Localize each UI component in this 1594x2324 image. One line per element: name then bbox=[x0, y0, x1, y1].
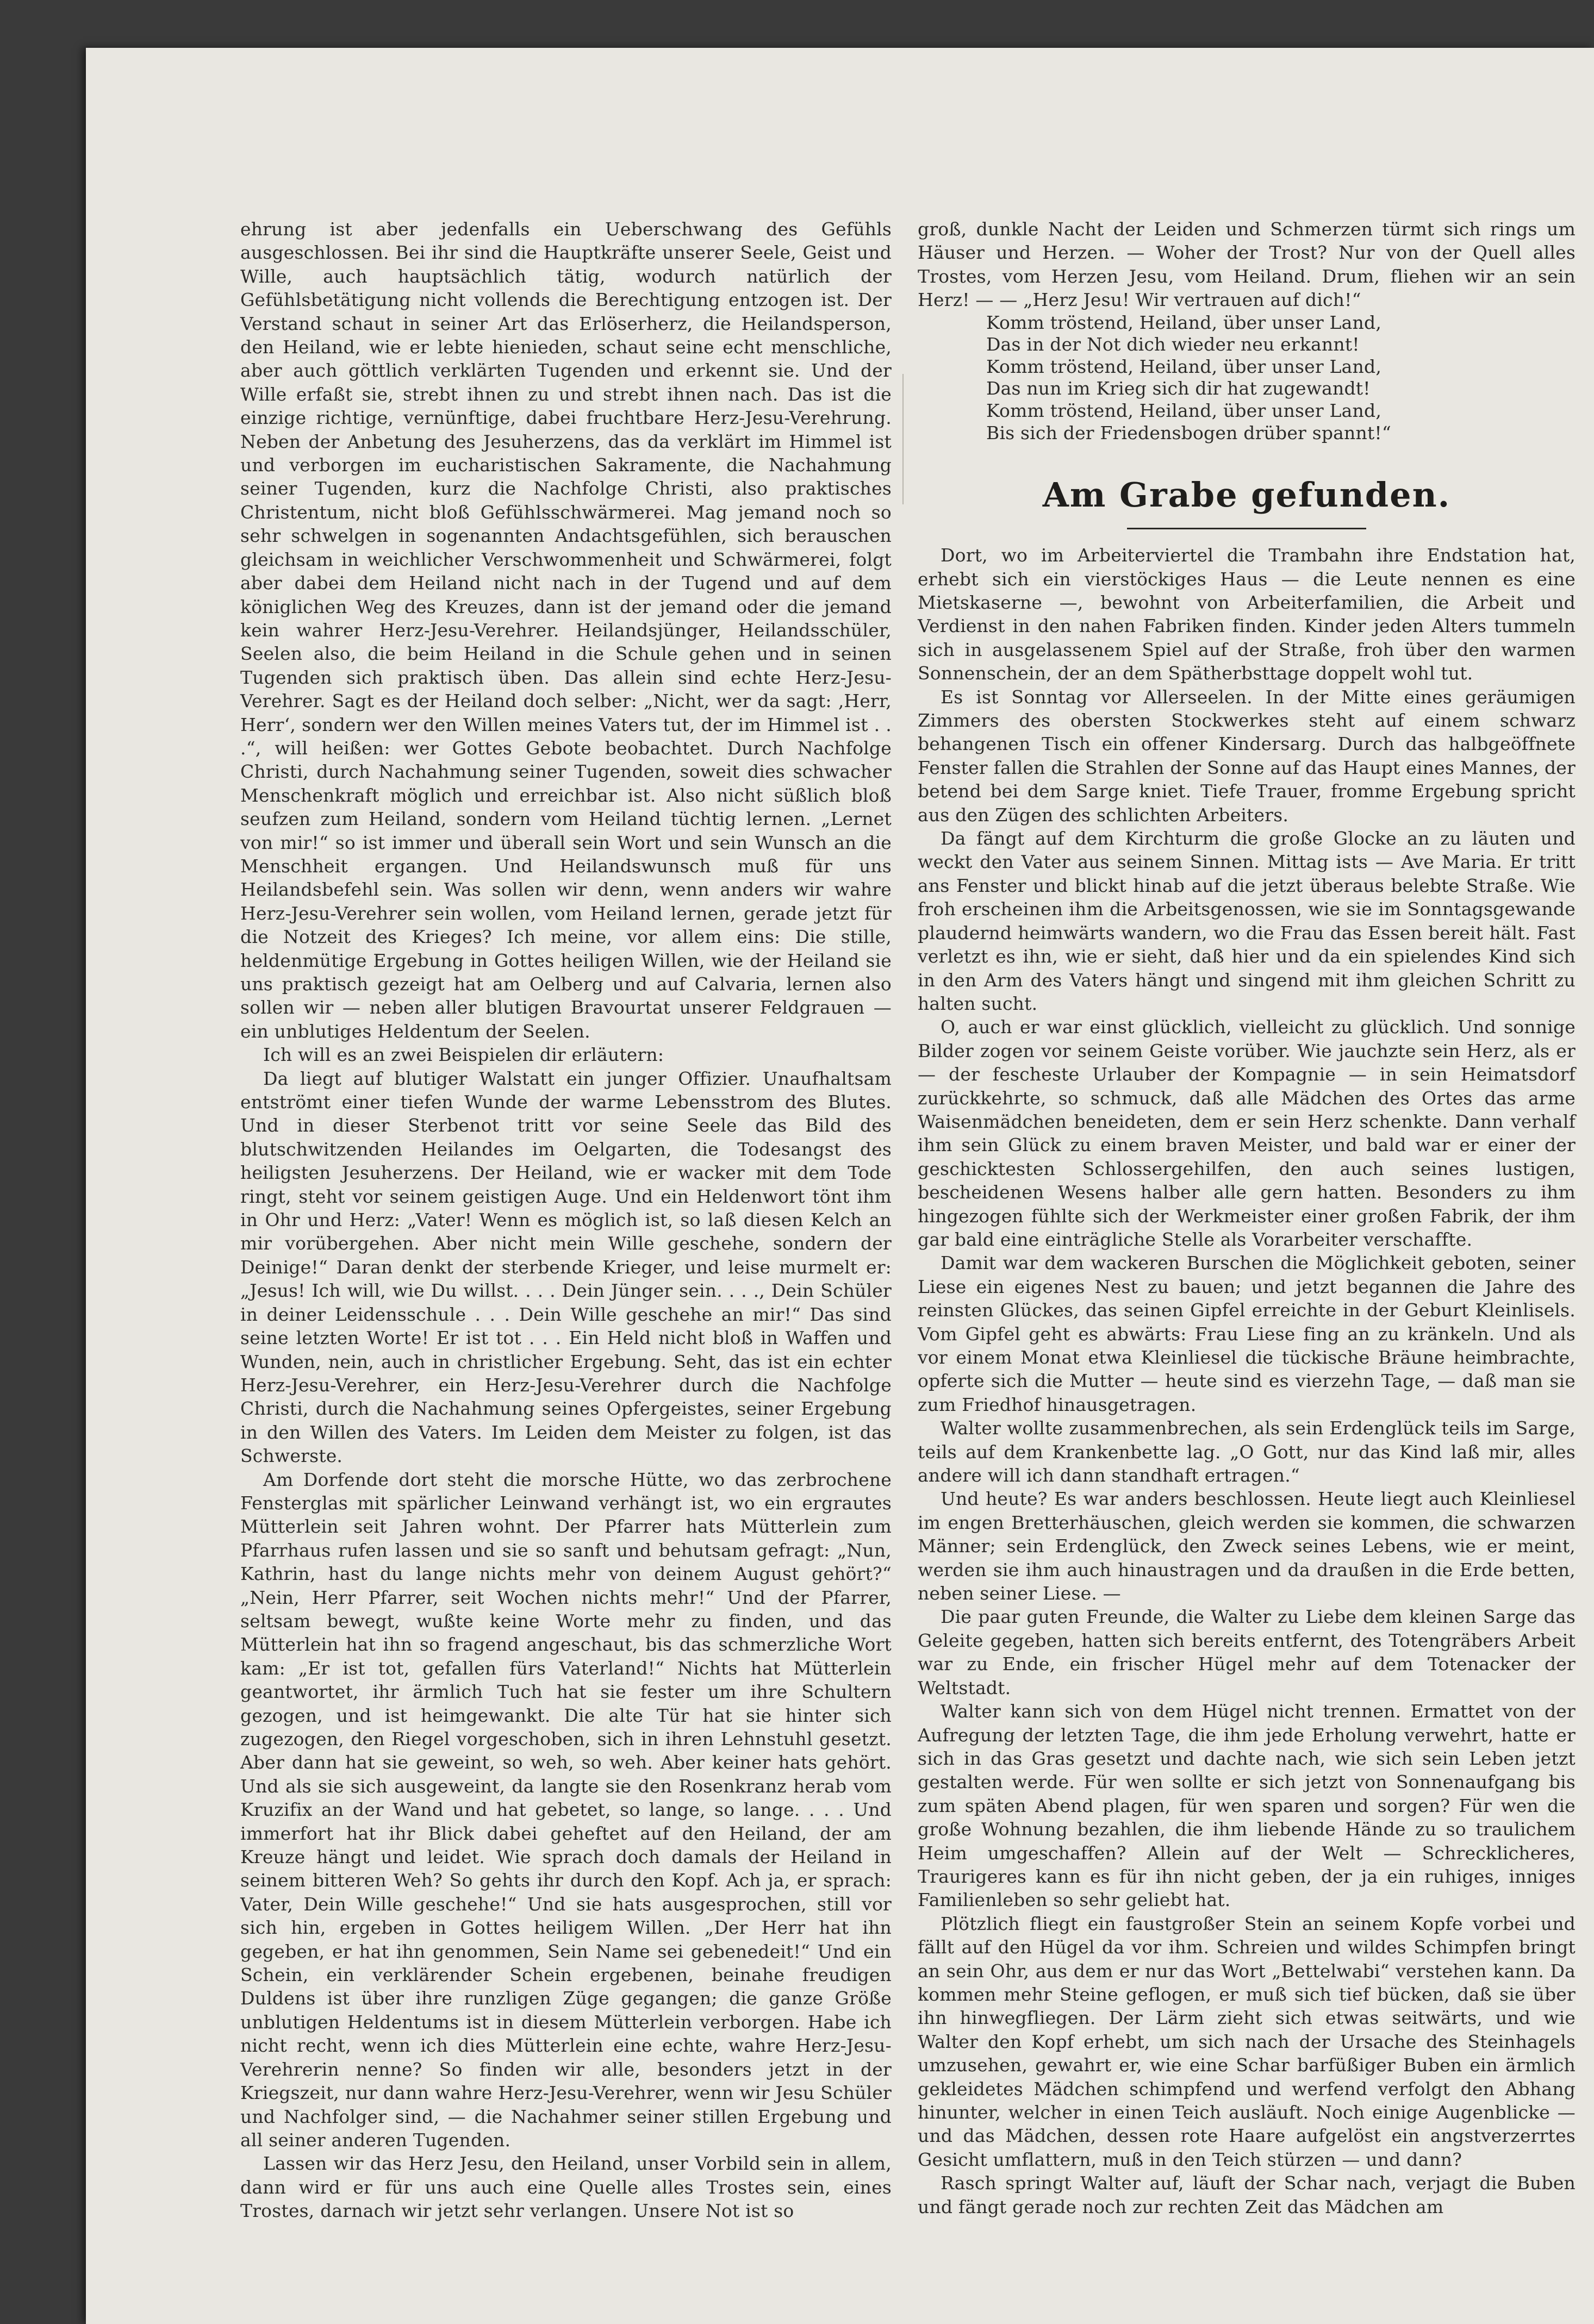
story-paragraph: Die paar guten Freunde, die Walter zu Liebe dem kleinen Sarge das Geleite gegeben, hatten sich bereits entfernt, des Totengräbers Arbeit war zu Ende, ein frischer Hügel mehr auf dem Totenacker der Weltstadt. bbox=[918, 1606, 1576, 1698]
poem-line: Komm tröstend, Heiland, über unser Land, bbox=[986, 355, 1382, 377]
poem-line: Bis sich der Friedensbogen drüber spannt!“ bbox=[986, 422, 1391, 443]
story-paragraph: Walter kann sich von dem Hügel nicht trennen. Ermattet von der Aufregung der letzten Tage, die ihm jede Erholung verwehrt, hatte er sich in das Gras gesetzt und dachte nach, wie sich sein Leben jetzt gestalten werde. Für wen sollte er sich jetzt von Sonnenaufgang bis zum späten Abend plagen, für wen sparen und sorgen? Für wen die große Wohnung bezahlen, die ihm liebende Hände zu so traulichem Heim umgeschaffen? Allein auf der Welt — Schrecklicheres, Traurigeres kann es für ihn nicht geben, der ja ein ruhiges, inniges Familienleben so sehr geliebt hat. bbox=[918, 1701, 1576, 1911]
article-paragraph: Lassen wir das Herz Jesu, den Heiland, unser Vorbild sein in allem, dann wird er für uns auch eine Quelle alles Trostes sein, eines Trostes, darnach wir jetzt sehr verlangen. Unsere Not ist so bbox=[240, 2153, 892, 2222]
story-paragraph: Plötzlich fliegt ein faustgroßer Stein an seinem Kopfe vorbei und fällt auf den Hügel da vor ihm. Schreien und wildes Schimpfen bringt an sein Ohr, aus dem er nur das Wort „Bettelwabi“ verstehen kann. Da kommen mehr Steine geflogen, er muß sich tief bücken, daß sie über ihn hinwegfliegen. Der Lärm zieht sich etwas seitwärts, und wie Walter den Kopf erhebt, um sich nach der Ursache des Steinhagels umzusehen, gewahrt er, wie eine Schar barfüßiger Buben ein ärmlich gekleidetes Mädchen schimpfend und werfend verfolgt den Abhang hinunter, welcher in einen Teich ausläuft. Noch einige Augenblicke — und das Mädchen, dessen rote Haare aufgelöst ein angstverzerrtes Gesicht umflattern, muß in den Teich stürzen — und dann? bbox=[918, 1913, 1576, 2170]
article-paragraph: Am Dorfende dort steht die morsche Hütte, wo das zerbrochene Fensterglas mit spärlicher Leinwand verhängt ist, wo ein ergrautes Mütterlein seit Jahren wohnt. Der Pfarrer hats Mütterlein zum Pfarrhaus rufen lassen und sie so sanft und behutsam gefragt: „Nun, Kathrin, hast du lange nichts mehr von deinem August gehört?“ „Nein, Herr Pfarrer, seit Wochen nichts mehr!“ Und der Pfarrer, seltsam bewegt, wußte keine Worte mehr zu finden, und das Mütterlein hat ihn so fragend angeschaut, bis das schmerzliche Wort kam: „Er ist tot, gefallen fürs Vaterland!“ Nichts hat Mütterlein geantwortet, ihr ärmlich Tuch hat sie fester um ihre Schultern gezogen, und ist heimgewankt. Die alte Tür hat sie hinter sich zugezogen, den Riegel vorgeschoben, sich in ihren Lehnstuhl gesetzt. Aber dann hat sie geweint, so weh, so weh. Aber keiner hats gehört. Und als sie sich ausgeweint, da langte sie den Rosenkranz herab vom Kruzifix an der Wand und hat gebetet, so lange, so lange. . . . Und immerfort hat ihr Blick dabei geheftet auf den Heiland, der am Kreuze hängt und leidet. Wie sprach doch damals der Heiland in seinem bitteren Weh? So gehts ihr durch den Kopf. Ach ja, er sprach: Vater, Dein Wille geschehe!“ Und sie hats ausgesprochen, still vor sich hin, ergeben in Gottes heiligem Willen. „Der Herr hat ihn gegeben, er hat ihn genommen, Sein Name sei gebenedeit!“ Und ein Schein, ein verklärender Schein ergebenen, beinahe freudigen Duldens ist über ihre runzligen Züge gegangen; die ganze Größe unblutigen Heldentums ist in diesem Mütterlein verborgen. Habe ich nicht recht, wenn ich dies Mütterlein eine echte, wahre Herz-Jesu-Verehrerin nenne? So finden wir alle, besonders jetzt in der Kriegszeit, nur dann wahre Herz-Jesu-Verehrer, wenn wir Jesu Schüler und Nachfolger sind, — die Nachahmer seiner stillen Ergebung und all seiner anderen Tugenden. bbox=[240, 1469, 892, 2151]
article-paragraph: ehrung ist aber jedenfalls ein Ueberschwang des Gefühls ausgeschlossen. Bei ihr sind die Hauptkräfte unserer Seele, Geist und Wille, auch hauptsächlich tätig, wodurch natürlich der Gefühlsbetätigung nicht vollends die Berechtigung entzogen ist. Der Verstand schaut in seiner Art das Erlöserherz, die Heilandsperson, den Heiland, wie er lebte hienieden, schaut seine echt menschliche, aber auch göttlich verklärten Tugenden und erkennt sie. Und der Wille erfaßt sie, strebt ihnen zu und strebt ihnen nach. Das ist die einzige richtige, vernünftige, dabei fruchtbare Herz-Jesu-Verehrung. Neben der Anbetung des Jesuherzens, das da verklärt im Himmel ist und verborgen im eucharistischen Sakramente, die Nachahmung seiner Tugenden, kurz die Nachfolge Christi, also praktisches Christentum, nicht bloß Gefühlsschwärmerei. Mag jemand noch so sehr schwelgen in sogenannten Andachtsgefühlen, sich berauschen gleichsam in weichlicher Verschwommenheit und Schwärmerei, folgt aber dabei dem Heiland nicht nach in der Tugend und auf dem königlichen Weg des Kreuzes, dann ist der jemand oder die jemand kein wahrer Herz-Jesu-Verehrer. Heilandsjünger, Heilandsschüler, Seelen also, die beim Heiland in die Schule gehen und in seinen Tugenden sich praktisch üben. Das allein sind echte Herz-Jesu-Verehrer. Sagt es der Heiland doch selber: „Nicht, wer da sagt: ‚Herr, Herr‘, sondern wer den Willen meines Vaters tut, der im Himmel ist . . .“, will heißen: wer Gottes Gebote beobachtet. Durch Nachfolge Christi, durch Nachahmung seiner Tugenden, soweit dies schwacher Menschenkraft möglich und erreichbar ist. Also nicht süßlich bloß seufzen zum Heiland, sondern vom Heiland tüchtig lernen. „Lernet von mir!“ so ist immer und überall sein Wort und sein Wunsch an die Menschheit ergangen. Und Heilandswunsch muß für uns Heilandsbefehl sein. Was sollen wir denn, wenn anders wir wahre Herz-Jesu-Verehrer sein wollen, vom Heiland lernen, gerade jetzt für die Notzeit des Krieges? Ich meine, vor allem eins: Die stille, heldenmütige Ergebung in Gottes heiligen Willen, wie der Heiland sie uns praktisch gezeigt hat am Oelberg und auf Calvaria, lernen also sollen wir — neben aller blutigen Bravourtat unserer Feldgrauen — ein unblutiges Heldentum der Seelen. bbox=[240, 218, 892, 1042]
story-paragraph: Es ist Sonntag vor Allerseelen. In der Mitte eines geräumigen Zimmers des obersten Stockwerkes steht auf einem schwarz behangenen Tisch ein offener Kindersarg. Durch das halbgeöffnete Fenster fallen die Strahlen der Sonne auf das Haupt eines Mannes, der betend bei dem Sarge kniet. Tiefe Trauer, fromme Ergebung spricht aus den Zügen des schlichten Arbeiters. bbox=[918, 686, 1576, 826]
poem bbox=[986, 312, 1576, 445]
story-paragraph: Und heute? Es war anders beschlossen. Heute liegt auch Kleinliesel im engen Bretterhäuschen, gleich werden sie kommen, die schwarzen Männer; sein Erdenglück, den Zweck seines Lebens, wie er meint, werden sie ihm auch hinaustragen und da draußen in die Erde betten, neben seiner Liese. — bbox=[918, 1488, 1576, 1604]
article-paragraph: groß, dunkle Nacht der Leiden und Schmerzen türmt sich rings um Häuser und Herzen. — Woher der Trost? Nur von der Quell alles Trostes, vom Herzen Jesu, vom Heiland. Drum, fliehen wir an sein Herz! — — „Herz Jesu! Wir vertrauen auf dich!“ bbox=[918, 218, 1576, 311]
poem-line: Das in der Not dich wieder neu erkannt! bbox=[986, 334, 1360, 355]
poem-line: Komm tröstend, Heiland, über unser Land, bbox=[986, 311, 1382, 333]
heading-underline bbox=[1127, 528, 1366, 529]
poem-line: Komm tröstend, Heiland, über unser Land, bbox=[986, 400, 1382, 421]
article-paragraph: Da liegt auf blutiger Walstatt ein junger Offizier. Unaufhaltsam entströmt einer tiefen Wunde der warme Lebensstrom des Blutes. Und in dieser Sterbenot tritt vor seine Seele das Bild des blutschwitzenden Heilandes im Oelgarten, die Todesangst des heiligsten Jesuherzens. Der Heiland, wie er wacker mit dem Tode ringt, steht vor seinem geistigen Auge. Und ein Heldenwort tönt ihm in Ohr und Herz: „Vater! Wenn es möglich ist, so laß diesen Kelch an mir vorübergehen. Aber nicht mein Wille geschehe, sondern der Deinige!“ Daran denkt der sterbende Krieger, und leise murmelt er: „Jesus! Ich will, wie Du willst. . . . Dein Jünger sein. . . ., Dein Schüler in deiner Leidensschule . . . Dein Wille geschehe an mir!“ Das sind seine letzten Worte! Er ist tot . . . Ein Held nicht bloß in Waffen und Wunden, nein, auch in christlicher Ergebung. Seht, das ist ein echter Herz-Jesu-Verehrer, ein Herz-Jesu-Verehrer durch die Nachfolge Christi, durch die Nachahmung seines Opfergeistes, seiner Ergebung in den Willen des Vaters. Im Leiden dem Meister zu folgen, ist das Schwerste. bbox=[240, 1067, 892, 1467]
right-column bbox=[918, 217, 1576, 2219]
story-paragraph: Da fängt auf dem Kirchturm die große Glocke an zu läuten und weckt den Vater aus seinem Sinnen. Mittag ists — Ave Maria. Er tritt ans Fenster und blickt hinab auf die jetzt überaus belebte Straße. Wie froh erscheinen ihm die Arbeitsgenossen, wie sie im Sonntagsgewande plaudernd heimwärts wandern, wo die Frau das Essen bereit hält. Fast verletzt es ihn, wie er sieht, daß hier und da ein spielendes Kind sich in den Arm des Vaters hängt und singend mit ihm gleichen Schritt zu halten sucht. bbox=[918, 828, 1576, 1014]
story-paragraph: O, auch er war einst glücklich, vielleicht zu glücklich. Und sonnige Bilder zogen vor seinem Geiste vorüber. Wie jauchzte sein Herz, als er — der fescheste Urlauber der Kompagnie — in sein Heimatsdorf zurückkehrte, so schmuck, daß alle Mädchen des Ortes das arme Waisenmädchen beneideten, dem er sein Herz schenkte. Dann verhalf ihm sein Glück zu einem braven Meister, und bald war er einer der geschicktesten Schlossergehilfen, den auch seines lustigen, bescheidenen Wesens halber alle gern hatten. Besonders zu ihm hingezogen fühlte sich der Werkmeister einer großen Fabrik, der ihm gar bald eine einträgliche Stelle als Vorarbeiter verschaffte. bbox=[918, 1016, 1576, 1250]
poem-line: Das nun im Krieg sich dir hat zugewandt! bbox=[986, 378, 1371, 399]
story-paragraph: Damit war dem wackeren Burschen die Möglichkeit geboten, seiner Liese ein eigenes Nest zu bauen; und jetzt begannen die Jahre des reinsten Glückes, das seinen Gipfel erreichte in der Geburt Kleinlisels. Vom Gipfel geht es abwärts: Frau Liese fing an zu kränkeln. Und als vor einem Monat etwa Kleinliesel die tückische Bräune heimbrachte, opferte sich die Mutter — heute sind es vierzehn Tage, — daß man sie zum Friedhof hinausgetragen. bbox=[918, 1252, 1576, 1415]
story-paragraph: Walter wollte zusammenbrechen, als sein Erdenglück teils im Sarge, teils auf dem Krankenbette lag. „O Gott, nur das Kind laß mir, alles andere will ich dann standhaft ertragen.“ bbox=[918, 1417, 1576, 1486]
story-heading: Am Grabe gefunden. bbox=[1042, 475, 1451, 515]
newspaper-page bbox=[86, 48, 1594, 2324]
story-paragraph: Dort, wo im Arbeiterviertel die Trambahn ihre Endstation hat, erhebt sich ein vierstöckiges Haus — die Leute nennen es eine Mietskaserne —, bewohnt von Arbeiterfamilien, die Arbeit und Verdienst in den nahen Fabriken finden. Kinder jeden Alters tummeln sich in ausgelassenem Spiel auf der Straße, froh über den warmen Sonnenschein, der an dem Spätherbsttage doppelt wohl tut. bbox=[918, 545, 1576, 684]
story-paragraph: Rasch springt Walter auf, läuft der Schar nach, verjagt die Buben und fängt gerade noch zur rechten Zeit das Mädchen am bbox=[918, 2172, 1576, 2217]
column-divider bbox=[902, 374, 904, 504]
left-column bbox=[240, 217, 892, 2223]
article-paragraph: Ich will es an zwei Beispielen dir erläutern: bbox=[263, 1044, 664, 1066]
